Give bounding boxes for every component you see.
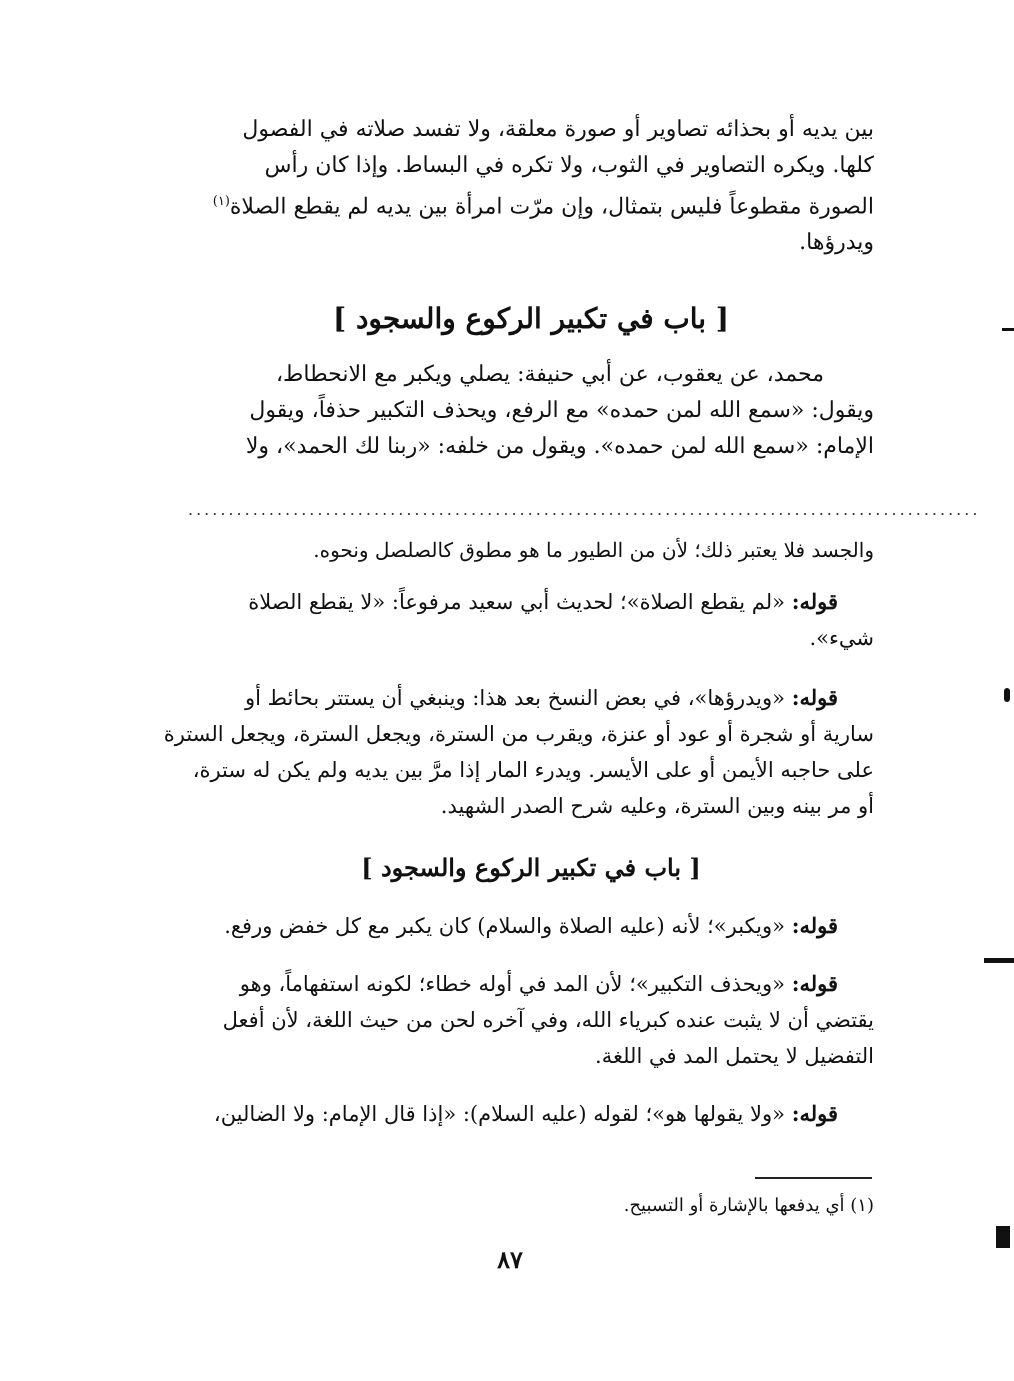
commentary-heading: [ باب في تكبير الركوع والسجود ] bbox=[361, 853, 701, 882]
main-text-upper bbox=[188, 112, 874, 261]
commentary-intro bbox=[188, 532, 874, 568]
text-line: والجسد فلا يعتبر ذلك؛ لأن من الطيور ما هو مطوق كالصلصل ونحوه. bbox=[313, 538, 874, 562]
scan-mark bbox=[996, 1226, 1010, 1248]
text-line-content: الصورة مقطوعاً فليس بتمثال، وإن مرّت امرأة بين يديه لم يقطع الصلاة bbox=[229, 194, 874, 220]
section-heading: [ باب في تكبير الركوع والسجود ] bbox=[332, 302, 730, 335]
text-line: على حاجبه الأيمن أو على الأيسر. ويدرء المار إذا مرَّ بين يديه ولم يكن له سترة، bbox=[192, 758, 874, 782]
qawl-label: قوله: bbox=[791, 1101, 838, 1126]
text-line bbox=[188, 966, 874, 1002]
text-line: ويدرؤها. bbox=[799, 230, 874, 256]
scan-mark bbox=[1002, 328, 1014, 331]
text-line-content: «ويدرؤها»، في بعض النسخ بعد هذا: وينبغي أن يستتر بحائط أو bbox=[244, 686, 786, 710]
text-line bbox=[188, 184, 874, 225]
text-line: كلها. ويكره التصاوير في الثوب، ولا تكره في البساط. وإذا كان رأس bbox=[264, 153, 874, 178]
text-line-content: «ولا يقولها هو»؛ لقوله (عليه السلام): «إذا قال الإمام: ولا الضالين، bbox=[213, 1102, 786, 1126]
text-line-content: «ويكبر»؛ لأنه (عليه الصلاة والسلام) كان يكبر مع كل خفض ورفع. bbox=[224, 914, 786, 938]
text-line bbox=[188, 584, 874, 620]
text-line: سارية أو شجرة أو عود أو عنزة، ويقرب من السترة، ويجعل السترة، ويجعل السترة bbox=[163, 722, 874, 746]
footnote-reference: (١) bbox=[212, 194, 230, 209]
text-line: محمد، عن يعقوب، عن أبي حنيفة: يصلي ويكبر مع الانحطاط، bbox=[275, 362, 824, 387]
qawl-label: قوله: bbox=[791, 685, 838, 710]
commentary-entry bbox=[188, 584, 874, 656]
text-line: شيء». bbox=[809, 626, 874, 650]
qawl-label: قوله: bbox=[791, 913, 838, 938]
commentary-entry bbox=[188, 908, 874, 944]
footnote: (١) أي يدفعها بالإشارة أو التسبيح. bbox=[623, 1195, 874, 1216]
main-text-paragraph bbox=[188, 357, 874, 465]
text-line: يقتضي أن لا يثبت عنده كبرياء الله، وفي آخره لحن من حيث اللغة، لأن أفعل bbox=[222, 1008, 874, 1032]
scan-mark bbox=[1004, 688, 1010, 702]
commentary-entry bbox=[163, 680, 874, 824]
qawl-label: قوله: bbox=[791, 971, 838, 996]
text-line: بين يديه أو بحذائه تصاوير أو صورة معلقة، ولا تفسد صلاته في الفصول bbox=[242, 117, 874, 142]
text-line-content: «ويحذف التكبير»؛ لأن المد في أوله خطاء؛ لكونه استفهاماً، وهو bbox=[239, 972, 786, 996]
text-line: ويقول: «سمع الله لمن حمده» مع الرفع، ويحذف التكبير حذفاً، ويقول bbox=[249, 398, 874, 423]
commentary-entry bbox=[188, 966, 874, 1074]
footnote-rule bbox=[755, 1177, 872, 1179]
text-line: أو مر بينه وبين السترة، وعليه شرح الصدر الشهيد. bbox=[440, 794, 874, 818]
page-number: ٨٧ bbox=[497, 1245, 523, 1274]
text-line bbox=[188, 1096, 874, 1132]
separator-dots: .................................................................................................. bbox=[188, 500, 981, 519]
text-line bbox=[188, 680, 874, 716]
qawl-label: قوله: bbox=[791, 589, 838, 614]
text-line: الإمام: «سمع الله لمن حمده». ويقول من خلفه: «ربنا لك الحمد»، ولا bbox=[245, 434, 874, 459]
text-line bbox=[188, 908, 874, 944]
scan-mark bbox=[984, 958, 1014, 963]
text-line-content: «لم يقطع الصلاة»؛ لحديث أبي سعيد مرفوعاً: «لا يقطع الصلاة bbox=[248, 590, 786, 614]
commentary-entry bbox=[188, 1096, 874, 1132]
text-line: التفضيل لا يحتمل المد في اللغة. bbox=[595, 1044, 874, 1068]
